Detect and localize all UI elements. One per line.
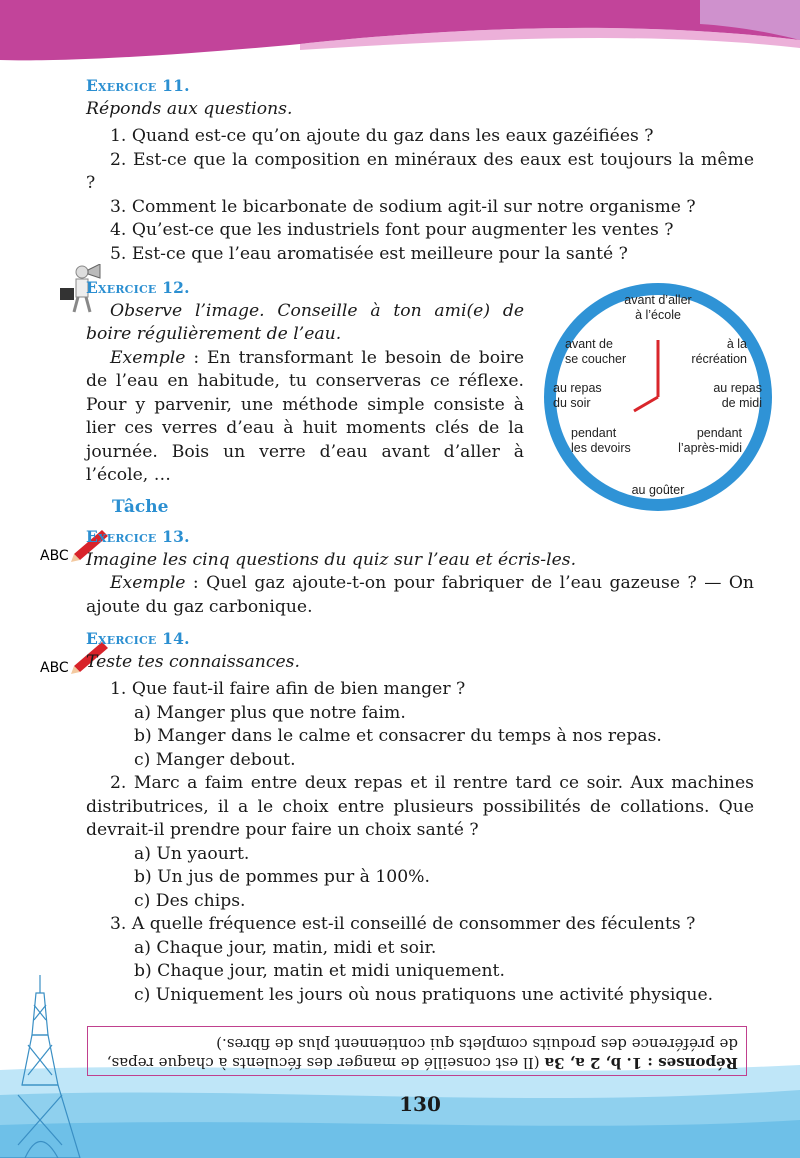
example-text: : Quel gaz ajoute-t-on pour fabriquer de l’eau gazeuse ? — On ajoute du gaz carbonique. xyxy=(86,573,754,617)
answer-option: a) Un yaourt. xyxy=(134,843,250,864)
moment-3-line2: de midi xyxy=(721,396,762,410)
exercice-title: Exercice 12. xyxy=(86,278,190,297)
answer-option: a) Chaque jour, matin, midi et soir. xyxy=(134,937,437,958)
exercice-instruction: Imagine les cinq questions du quiz sur l’eau et écris-les. xyxy=(86,549,577,570)
example-paragraph xyxy=(86,572,754,619)
example-paragraph xyxy=(86,347,524,488)
moment-7-line1: au repas xyxy=(553,381,602,395)
moment-1-line2: à l’école xyxy=(635,308,681,322)
answer-option: b) Manger dans le calme et consacrer du temps à nos repas. xyxy=(134,726,662,746)
answers-text: (Il est conseillé de manger des féculents à chaque repas, de préférence des produits complets qui contiennent plus de fibres.) xyxy=(106,1035,738,1072)
page-number: 130 xyxy=(399,1092,441,1116)
exercice-instruction: Observe l’image. Conseille à ton ami(e) de boire régulièrement de l’eau. xyxy=(86,300,524,344)
page-content xyxy=(86,62,754,1007)
answer-option: b) Chaque jour, matin et midi uniquement. xyxy=(134,961,505,981)
moment-1-line1: avant d’aller xyxy=(624,293,692,307)
example-label: Exemple xyxy=(110,347,186,368)
answer-option: c) Des chips. xyxy=(134,890,246,911)
moment-5: au goûter xyxy=(631,483,685,497)
moment-7-line2: du soir xyxy=(553,396,591,410)
exercice-title: Exercice 11. xyxy=(86,76,190,95)
answer-option: c) Manger debout. xyxy=(134,749,296,770)
top-decorative-band xyxy=(0,0,800,62)
question: 1. Quand est-ce qu’on ajoute du gaz dans les eaux gazéifiées ? xyxy=(110,126,654,146)
question: 3. Comment le bicarbonate de sodium agit-il sur notre organisme ? xyxy=(110,196,696,217)
answer-option: c) Uniquement les jours où nous pratiquons une activité physique. xyxy=(134,984,714,1005)
exercice-14 xyxy=(86,627,754,1007)
answers-box-upside-down xyxy=(87,1026,747,1076)
answer-option: b) Un jus de pommes pur à 100%. xyxy=(134,867,430,887)
exercice-instruction: Réponds aux questions. xyxy=(86,98,293,119)
question: 2. Est-ce que la composition en minéraux des eaux est toujours la même ? xyxy=(86,149,754,193)
exercice-title: Exercice 14. xyxy=(86,629,190,648)
question: 2. Marc a faim entre deux repas et il rentre tard ce soir. Aux machines distributrices, il a le choix entre plusieurs possibilités de collations. Que devrait-il prendre pour faire un choix santé ? xyxy=(86,773,754,840)
question: 3. A quelle fréquence est-il conseillé de consommer des féculents ? xyxy=(110,914,696,934)
question: 1. Que faut-il faire afin de bien manger ? xyxy=(110,679,466,699)
moment-8-line1: avant de xyxy=(565,337,613,351)
moment-2-line1: à la xyxy=(726,337,747,351)
section-heading-tache: Tâche xyxy=(112,496,169,517)
example-text: : En transformant le besoin de boire de l’eau en habitude, tu conserveras ce réflexe. Pour y parvenir, une méthode simple consiste à lier ces verres d’eau à huit moments clés de la journée. Bois un verre d’eau avant d’aller à l’école, … xyxy=(86,347,524,485)
moment-4-line2: l’après-midi xyxy=(678,441,742,455)
example-label: Exemple xyxy=(110,573,186,593)
exercice-11 xyxy=(86,74,754,266)
moment-6-line1: pendant xyxy=(571,426,617,440)
svg-text:ABC: ABC xyxy=(40,548,69,564)
svg-text:ABC: ABC xyxy=(40,660,69,676)
exercice-title: Exercice 13. xyxy=(86,527,190,546)
moment-8-line2: se coucher xyxy=(565,352,627,366)
moment-6-line2: les devoirs xyxy=(571,441,631,455)
moment-2-line2: récréation xyxy=(691,352,747,366)
moment-4-line1: pendant xyxy=(696,426,742,440)
answers-label: Réponses : 1. b, 2 a, 3a xyxy=(544,1054,738,1072)
question: 5. Est-ce que l’eau aromatisée est meilleure pour la santé ? xyxy=(110,243,628,264)
exercice-instruction: Teste tes connaissances. xyxy=(86,651,300,672)
exercice-13 xyxy=(86,525,754,619)
answer-option: a) Manger plus que notre faim. xyxy=(134,702,406,723)
question: 4. Qu’est-ce que les industriels font pour augmenter les ventes ? xyxy=(110,220,674,240)
exercice-12 xyxy=(86,276,524,488)
moment-3-line1: au repas xyxy=(713,381,762,395)
